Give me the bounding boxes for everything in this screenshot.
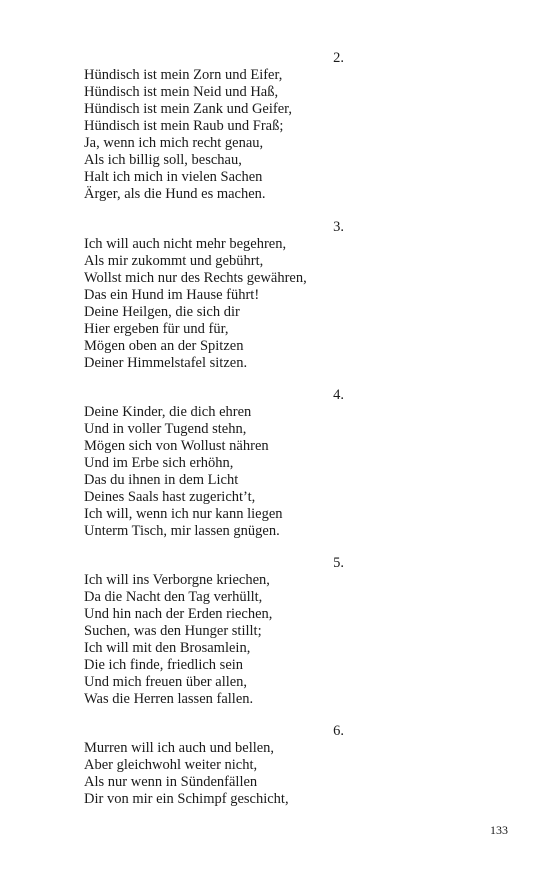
stanza-2	[84, 50, 344, 203]
stanza-4	[84, 387, 344, 540]
verse-line: Das du ihnen in dem Licht	[84, 472, 239, 488]
verse-line: Deines Saals hast zugericht’t,	[84, 489, 256, 505]
verse-line: Ich will, wenn ich nur kann liegen	[84, 506, 283, 522]
verse-line: Aber gleichwohl weiter nicht,	[84, 757, 258, 773]
verse-line: Und im Erbe sich erhöhn,	[84, 455, 234, 471]
stanza-number: 3.	[333, 219, 344, 235]
verse-line: Als ich billig soll, beschau,	[84, 152, 242, 168]
stanza-3	[84, 219, 344, 372]
verse-line: Deine Kinder, die dich ehren	[84, 404, 252, 420]
verse-line: Das ein Hund im Hause führt!	[84, 287, 260, 303]
verse-line: Hündisch ist mein Raub und Fraß;	[84, 118, 284, 134]
stanza-number: 2.	[333, 50, 344, 66]
verse-line: Deiner Himmelstafel sitzen.	[84, 355, 248, 371]
verse-line: Ja, wenn ich mich recht genau,	[84, 135, 264, 151]
verse-line: Hündisch ist mein Neid und Haß,	[84, 84, 279, 100]
verse-line: Da die Nacht den Tag verhüllt,	[84, 589, 263, 605]
verse-line: Dir von mir ein Schimpf geschicht,	[84, 791, 289, 807]
stanza-5	[84, 555, 344, 708]
verse-line: Und hin nach der Erden riechen,	[84, 606, 273, 622]
verse-line: Hündisch ist mein Zorn und Eifer,	[84, 67, 283, 83]
verse-line: Ich will auch nicht mehr begehren,	[84, 236, 287, 252]
verse-line: Ärger, als die Hund es machen.	[84, 186, 266, 202]
page-number: 133	[490, 823, 508, 837]
stanza-6	[84, 723, 344, 808]
stanza-number: 6.	[333, 723, 344, 739]
verse-line: Ich will mit den Brosamlein,	[84, 640, 251, 656]
verse-line: Ich will ins Verborgne kriechen,	[84, 572, 270, 588]
verse-line: Die ich finde, friedlich sein	[84, 657, 244, 673]
verse-line: Als nur wenn in Sündenfällen	[84, 774, 258, 790]
verse-line: Mögen oben an der Spitzen	[84, 338, 244, 354]
verse-line: Murren will ich auch und bellen,	[84, 740, 275, 756]
stanza-number: 5.	[333, 555, 344, 571]
verse-line: Und mich freuen über allen,	[84, 674, 248, 690]
stanza-number: 4.	[333, 387, 344, 403]
verse-line: Hündisch ist mein Zank und Geifer,	[84, 101, 293, 117]
verse-line: Suchen, was den Hunger stillt;	[84, 623, 262, 639]
verse-line: Deine Heilgen, die sich dir	[84, 304, 240, 320]
verse-line: Wollst mich nur des Rechts gewähren,	[84, 270, 307, 286]
verse-line: Halt ich mich in vielen Sachen	[84, 169, 263, 185]
verse-line: Hier ergeben für und für,	[84, 321, 229, 337]
verse-line: Und in voller Tugend stehn,	[84, 421, 247, 437]
verse-line: Mögen sich von Wollust nähren	[84, 438, 269, 454]
verse-line: Was die Herren lassen fallen.	[84, 691, 254, 707]
verse-line: Unterm Tisch, mir lassen gnügen.	[84, 523, 280, 539]
verse-line: Als mir zukommt und gebührt,	[84, 253, 264, 269]
